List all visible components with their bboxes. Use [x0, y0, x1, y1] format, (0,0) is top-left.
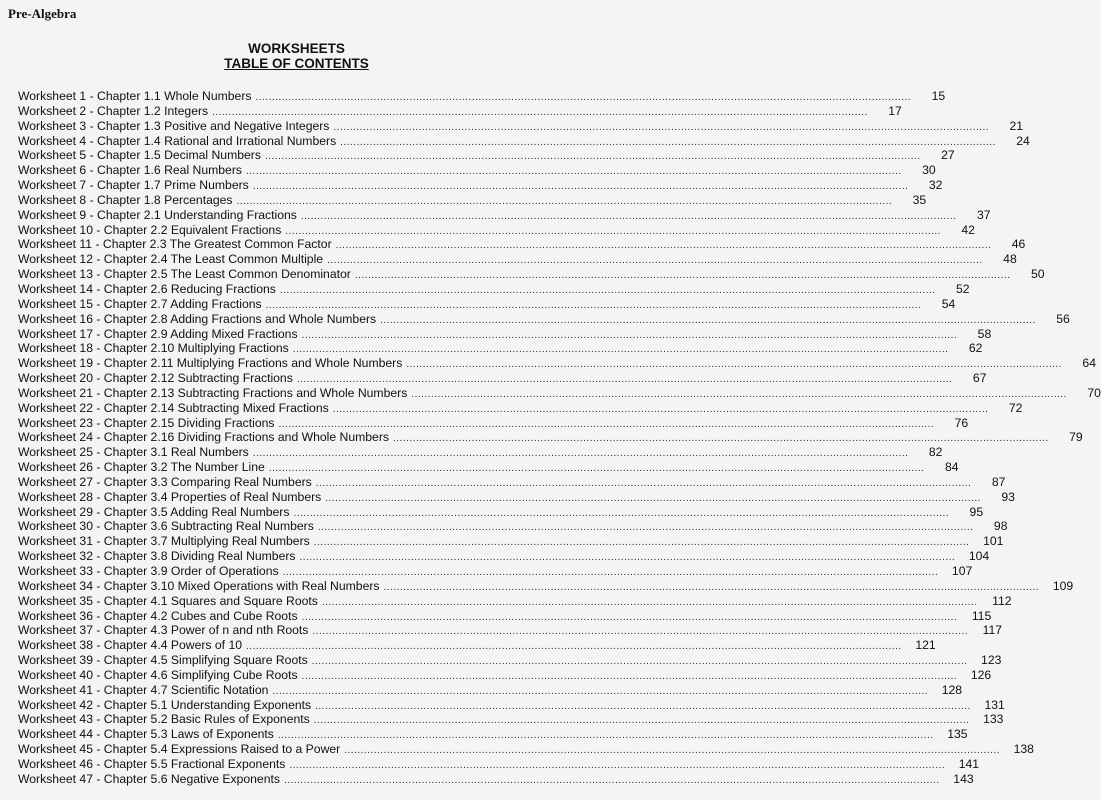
dot-leader: ........................................................................................................................................................................................................	[300, 210, 957, 222]
toc-entry-page: 54	[941, 296, 956, 311]
toc-entry-title: Worksheet 37 - Chapter 4.3 Power of n and nth Roots	[18, 623, 309, 638]
table-of-contents	[18, 89, 1101, 787]
dot-leader: ........................................................................................................................................................................................................	[212, 106, 868, 118]
dot-leader: ........................................................................................................................................................................................................	[383, 581, 1040, 593]
toc-entry-title: Worksheet 11 - Chapter 2.3 The Greatest Common Factor	[18, 237, 332, 252]
toc-entry-page: 67	[972, 371, 987, 386]
toc-entry-page: 135	[947, 727, 968, 742]
dot-leader: ........................................................................................................................................................................................................	[313, 715, 970, 727]
dot-leader: ........................................................................................................................................................................................................	[296, 374, 953, 386]
toc-entry	[18, 163, 936, 178]
dot-leader: ........................................................................................................................................................................................................	[301, 329, 958, 341]
toc-entry-title: Worksheet 27 - Chapter 3.3 Comparing Real Numbers	[18, 474, 312, 489]
toc-entry-title: Worksheet 21 - Chapter 2.13 Subtracting Fractions and Whole Numbers	[18, 385, 408, 400]
toc-entry-page: 35	[912, 192, 927, 207]
dot-leader: ........................................................................................................................................................................................................	[255, 92, 912, 103]
toc-entry-title: Worksheet 42 - Chapter 5.1 Understanding Exponents	[18, 697, 312, 712]
toc-entry	[18, 148, 955, 163]
dot-leader: ........................................................................................................................................................................................................	[406, 359, 1062, 371]
toc-entry-title: Worksheet 44 - Chapter 5.3 Laws of Exponents	[18, 727, 274, 742]
dot-leader: ........................................................................................................................................................................................................	[278, 418, 935, 430]
dot-leader: ........................................................................................................................................................................................................	[268, 463, 925, 475]
toc-entry-title: Worksheet 1 - Chapter 1.1 Whole Numbers	[18, 89, 252, 103]
toc-entry-title: Worksheet 32 - Chapter 3.8 Dividing Real Numbers	[18, 549, 296, 564]
toc-entry-page: 87	[991, 474, 1006, 489]
toc-entry	[18, 504, 984, 520]
dot-leader: ........................................................................................................................................................................................................	[279, 284, 936, 296]
toc-entry-title: Worksheet 40 - Chapter 4.6 Simplifying Cube Roots	[18, 667, 298, 682]
toc-entry	[18, 341, 983, 356]
toc-entry	[18, 311, 1070, 327]
toc-entry	[18, 415, 969, 431]
dot-leader: ........................................................................................................................................................................................................	[411, 388, 1067, 400]
toc-entry	[18, 712, 1004, 727]
toc-entry-page: 62	[968, 341, 983, 356]
dot-leader: ........................................................................................................................................................................................................	[252, 448, 909, 460]
toc-entry	[18, 697, 1005, 713]
dot-leader: ........................................................................................................................................................................................................	[299, 552, 956, 564]
toc-entry	[18, 564, 973, 579]
toc-entry-page: 112	[992, 593, 1012, 608]
dot-leader: ........................................................................................................................................................................................................	[325, 492, 981, 504]
toc-entry	[18, 385, 1101, 401]
dot-leader: ........................................................................................................................................................................................................	[315, 700, 971, 712]
toc-entry-page: 42	[961, 222, 975, 237]
toc-entry	[18, 623, 1003, 638]
toc-entry-page: 126	[970, 667, 992, 682]
book-label: Pre-Algebra	[8, 6, 77, 21]
toc-entry-page: 131	[984, 697, 1005, 712]
toc-entry	[18, 356, 1096, 371]
toc-entry	[18, 267, 1045, 282]
toc-entry	[18, 89, 946, 104]
dot-leader: ........................................................................................................................................................................................................	[277, 730, 934, 742]
toc-entry	[18, 237, 1026, 252]
toc-entry-page: 115	[971, 608, 992, 623]
page-title: WORKSHEETS	[248, 41, 345, 56]
toc-entry	[18, 578, 1074, 594]
toc-entry	[18, 445, 943, 460]
dot-leader: ........................................................................................................................................................................................................	[301, 670, 958, 682]
toc-entry	[18, 534, 1004, 549]
toc-entry-title: Worksheet 10 - Chapter 2.2 Equivalent Fractions	[18, 222, 282, 237]
toc-entry-title: Worksheet 18 - Chapter 2.10 Multiplying Fractions	[18, 341, 289, 356]
toc-entry	[18, 474, 1006, 490]
dot-leader: ........................................................................................................................................................................................................	[246, 641, 902, 653]
toc-entry-page: 143	[953, 771, 974, 786]
dot-leader: ........................................................................................................................................................................................................	[321, 596, 978, 608]
toc-entry-page: 48	[1003, 252, 1017, 267]
toc-entry-title: Worksheet 43 - Chapter 5.2 Basic Rules of Exponents	[18, 712, 310, 727]
dot-leader: ........................................................................................................................................................................................................	[289, 759, 946, 771]
toc-entry-page: 17	[888, 103, 902, 118]
dot-leader: ........................................................................................................................................................................................................	[272, 685, 929, 697]
toc-entry-title: Worksheet 45 - Chapter 5.4 Expressions Raised to a Power	[18, 742, 341, 757]
toc-entry-title: Worksheet 25 - Chapter 3.1 Real Numbers	[18, 445, 249, 460]
page-subtitle: TABLE OF CONTENTS	[224, 56, 369, 71]
toc-entry	[18, 682, 963, 698]
toc-entry-title: Worksheet 9 - Chapter 2.1 Understanding Fractions	[18, 207, 297, 222]
toc-entry-page: 104	[968, 549, 990, 564]
toc-entry	[18, 222, 975, 238]
toc-entry	[18, 326, 992, 342]
toc-entry	[18, 460, 959, 475]
toc-entry-page: 107	[951, 564, 973, 578]
toc-entry-page: 70	[1087, 385, 1101, 400]
dot-leader: ........................................................................................................................................................................................................	[292, 344, 949, 356]
toc-entry-title: Worksheet 15 - Chapter 2.7 Adding Fractions	[18, 296, 262, 311]
toc-entry-title: Worksheet 28 - Chapter 3.4 Properties of Real Numbers	[18, 489, 322, 504]
toc-entry-title: Worksheet 46 - Chapter 5.5 Fractional Exponents	[18, 756, 286, 771]
toc-entry-page: 93	[1001, 489, 1015, 504]
toc-entry	[18, 371, 987, 386]
toc-entry-page: 21	[1009, 118, 1024, 133]
toc-entry-title: Worksheet 3 - Chapter 1.3 Positive and Negative Integers	[18, 118, 330, 133]
toc-entry-title: Worksheet 20 - Chapter 2.12 Subtracting Fractions	[18, 371, 293, 386]
toc-entry	[18, 430, 1083, 445]
toc-entry-title: Worksheet 8 - Chapter 1.8 Percentages	[18, 192, 233, 207]
dot-leader: ........................................................................................................................................................................................................	[265, 299, 922, 311]
toc-entry-title: Worksheet 7 - Chapter 1.7 Prime Numbers	[18, 178, 249, 193]
toc-entry-title: Worksheet 38 - Chapter 4.4 Powers of 10	[18, 638, 243, 653]
dot-leader: ........................................................................................................................................................................................................	[344, 745, 1000, 757]
toc-entry-page: 72	[1008, 400, 1023, 415]
toc-entry-page: 123	[981, 653, 1002, 668]
toc-entry-page: 27	[941, 148, 955, 163]
toc-entry-title: Worksheet 19 - Chapter 2.11 Multiplying Fractions and Whole Numbers	[18, 356, 403, 371]
toc-entry-title: Worksheet 29 - Chapter 3.5 Adding Real Numbers	[18, 504, 290, 519]
toc-entry-page: 32	[928, 178, 943, 193]
toc-entry-page: 76	[954, 415, 969, 430]
dot-leader: ........................................................................................................................................................................................................	[317, 522, 974, 534]
toc-entry-page: 37	[976, 207, 991, 222]
toc-entry-page: 79	[1069, 430, 1083, 445]
dot-leader: ........................................................................................................................................................................................................	[252, 181, 909, 193]
toc-entry-title: Worksheet 35 - Chapter 4.1 Squares and Square Roots	[18, 593, 318, 608]
toc-entry-page: 101	[983, 534, 1004, 549]
toc-entry-title: Worksheet 16 - Chapter 2.8 Adding Fractions and Whole Numbers	[18, 311, 377, 326]
toc-entry-title: Worksheet 12 - Chapter 2.4 The Least Common Multiple	[18, 252, 324, 267]
dot-leader: ........................................................................................................................................................................................................	[335, 240, 992, 252]
toc-entry-title: Worksheet 23 - Chapter 2.15 Dividing Fractions	[18, 415, 275, 430]
dot-leader: ........................................................................................................................................................................................................	[332, 403, 989, 415]
dot-leader: ........................................................................................................................................................................................................	[313, 537, 970, 549]
toc-entry-title: Worksheet 26 - Chapter 3.2 The Number Line	[18, 460, 265, 475]
toc-entry	[18, 727, 968, 742]
dot-leader: ........................................................................................................................................................................................................	[283, 774, 940, 786]
toc-entry-title: Worksheet 5 - Chapter 1.5 Decimal Numbers	[18, 148, 261, 163]
dot-leader: ........................................................................................................................................................................................................	[315, 477, 972, 489]
toc-entry-page: 117	[982, 623, 1003, 638]
dot-leader: ........................................................................................................................................................................................................	[354, 270, 1011, 282]
toc-entry-title: Worksheet 33 - Chapter 3.9 Order of Operations	[18, 564, 279, 578]
dot-leader: ........................................................................................................................................................................................................	[327, 255, 983, 267]
toc-entry-page: 15	[931, 89, 946, 103]
toc-entry	[18, 608, 992, 624]
toc-entry-title: Worksheet 4 - Chapter 1.4 Rational and Irrational Numbers	[18, 133, 337, 148]
toc-entry-title: Worksheet 2 - Chapter 1.2 Integers	[18, 103, 209, 118]
toc-entry-page: 109	[1052, 578, 1074, 593]
toc-entry	[18, 178, 943, 193]
toc-entry-title: Worksheet 41 - Chapter 4.7 Scientific Notation	[18, 682, 269, 697]
dot-leader: ........................................................................................................................................................................................................	[393, 433, 1049, 445]
toc-entry-title: Worksheet 24 - Chapter 2.16 Dividing Fractions and Whole Numbers	[18, 430, 389, 445]
toc-entry-page: 128	[941, 682, 963, 697]
toc-entry-page: 58	[977, 326, 992, 341]
dot-leader: ........................................................................................................................................................................................................	[264, 151, 921, 163]
toc-entry-page: 24	[1016, 133, 1030, 148]
toc-entry	[18, 593, 1012, 609]
toc-entry-page: 121	[915, 638, 936, 653]
toc-entry	[18, 489, 1015, 505]
toc-entry-page: 84	[944, 460, 959, 475]
toc-entry-page: 138	[1013, 742, 1034, 757]
toc-entry-page: 56	[1056, 311, 1070, 326]
toc-entry	[18, 296, 956, 312]
toc-entry-page: 64	[1082, 356, 1096, 371]
dot-leader: ........................................................................................................................................................................................................	[301, 611, 958, 623]
dot-leader: ........................................................................................................................................................................................................	[246, 166, 902, 178]
toc-entry	[18, 207, 991, 223]
toc-entry-page: 50	[1030, 267, 1045, 282]
toc-entry-page: 46	[1011, 237, 1026, 252]
toc-entry	[18, 519, 1008, 534]
toc-entry-page: 98	[993, 519, 1008, 534]
dot-leader: ........................................................................................................................................................................................................	[380, 314, 1036, 326]
dot-leader: ........................................................................................................................................................................................................	[285, 225, 941, 237]
toc-entry-title: Worksheet 13 - Chapter 2.5 The Least Common Denominator	[18, 267, 351, 282]
toc-entry	[18, 638, 936, 653]
toc-entry	[18, 192, 927, 208]
toc-entry	[18, 118, 1024, 134]
dot-leader: ........................................................................................................................................................................................................	[293, 507, 950, 519]
toc-entry-title: Worksheet 14 - Chapter 2.6 Reducing Fractions	[18, 281, 276, 296]
toc-entry-title: Worksheet 39 - Chapter 4.5 Simplifying Square Roots	[18, 653, 308, 668]
dot-leader: ........................................................................................................................................................................................................	[312, 626, 969, 638]
toc-entry	[18, 549, 990, 564]
dot-leader: ........................................................................................................................................................................................................	[236, 195, 893, 207]
toc-entry	[18, 400, 1023, 416]
toc-entry	[18, 667, 992, 683]
toc-entry-page: 52	[955, 281, 970, 296]
toc-entry-title: Worksheet 30 - Chapter 3.6 Subtracting Real Numbers	[18, 519, 314, 534]
toc-entry-title: Worksheet 22 - Chapter 2.14 Subtracting Mixed Fractions	[18, 400, 329, 415]
dot-leader: ........................................................................................................................................................................................................	[333, 121, 990, 133]
toc-entry-page: 133	[983, 712, 1004, 727]
toc-entry-title: Worksheet 47 - Chapter 5.6 Negative Exponents	[18, 771, 280, 786]
toc-entry-page: 30	[922, 163, 936, 178]
toc-entry	[18, 103, 902, 119]
toc-entry-title: Worksheet 17 - Chapter 2.9 Adding Mixed Fractions	[18, 326, 298, 341]
toc-entry	[18, 756, 980, 772]
dot-leader: ........................................................................................................................................................................................................	[340, 136, 996, 148]
toc-entry	[18, 771, 974, 787]
dot-leader: ........................................................................................................................................................................................................	[282, 567, 939, 578]
toc-entry-title: Worksheet 31 - Chapter 3.7 Multiplying Real Numbers	[18, 534, 310, 549]
dot-leader: ........................................................................................................................................................................................................	[311, 656, 968, 668]
toc-entry-page: 82	[928, 445, 943, 460]
toc-entry	[18, 252, 1017, 267]
toc-entry-title: Worksheet 6 - Chapter 1.6 Real Numbers	[18, 163, 242, 178]
toc-entry-page: 141	[958, 756, 980, 771]
toc-entry-title: Worksheet 36 - Chapter 4.2 Cubes and Cube Roots	[18, 608, 298, 623]
toc-entry	[18, 281, 970, 297]
toc-entry	[18, 133, 1030, 149]
toc-entry	[18, 653, 1002, 668]
toc-entry	[18, 742, 1034, 757]
toc-entry-title: Worksheet 34 - Chapter 3.10 Mixed Operations with Real Numbers	[18, 578, 380, 593]
toc-entry-page: 95	[969, 504, 984, 519]
